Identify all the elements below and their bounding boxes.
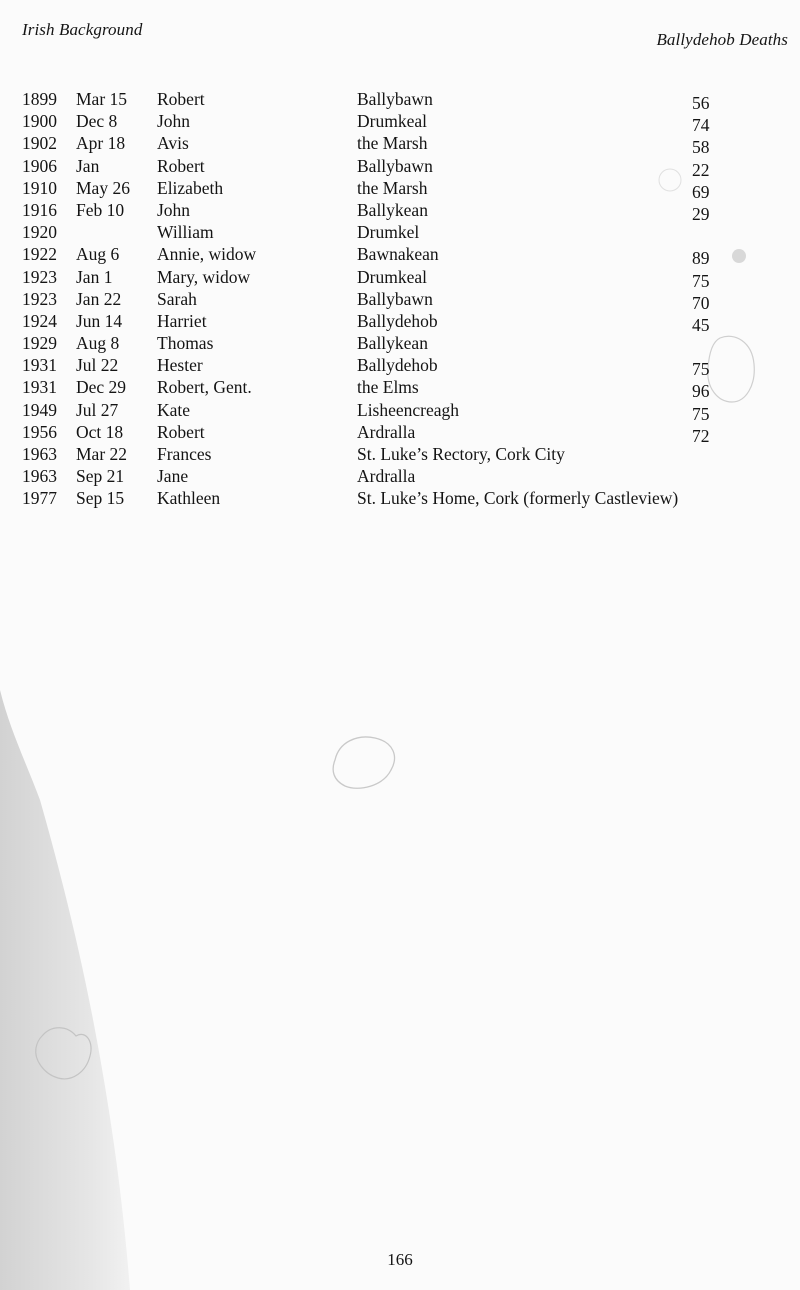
place: Drumkeal	[357, 266, 427, 287]
list-item	[0, 288, 800, 313]
list-item	[0, 354, 800, 380]
age: 45	[692, 314, 710, 335]
age: 69	[692, 181, 710, 202]
year: 1923	[22, 266, 57, 287]
date: Jan 22	[76, 288, 122, 309]
list-item	[0, 332, 800, 354]
stain-ring	[28, 1020, 98, 1090]
person-name: Kate	[157, 399, 191, 420]
date: Jul 27	[76, 399, 119, 420]
date: Dec 29	[76, 377, 127, 398]
person-name: John	[157, 111, 191, 132]
date: Jan	[76, 155, 100, 176]
place: the Marsh	[357, 177, 428, 198]
age: 72	[692, 425, 710, 446]
place: Ballybawn	[357, 89, 433, 109]
age: 89	[692, 248, 710, 269]
page-number: 166	[387, 1250, 413, 1269]
list-item	[0, 399, 800, 424]
running-header-left: Irish Background	[22, 20, 143, 39]
year: 1902	[22, 133, 57, 154]
person-name: Sarah	[157, 288, 197, 309]
date: Mar 15	[76, 89, 128, 109]
place: Ballydehob	[357, 310, 438, 331]
age: 75	[692, 270, 710, 291]
year: 1956	[22, 421, 57, 442]
list-item	[0, 155, 800, 180]
deaths-list	[0, 88, 800, 510]
age: 74	[692, 115, 710, 136]
year: 1900	[22, 111, 57, 132]
list-item	[0, 88, 800, 113]
year: 1963	[22, 466, 57, 487]
person-name: Harriet	[157, 310, 207, 331]
age: 75	[692, 403, 710, 424]
date: Jan 1	[76, 266, 113, 287]
place: Drumkeal	[357, 111, 427, 132]
date: Apr 18	[76, 133, 126, 154]
list-item	[0, 199, 800, 224]
date: Jun 14	[76, 310, 123, 331]
list-item	[0, 487, 800, 509]
year: 1924	[22, 310, 57, 331]
person-name: Jane	[157, 466, 189, 487]
place: Ballybawn	[357, 288, 433, 309]
place: Ardralla	[357, 421, 416, 442]
list-item	[0, 421, 800, 446]
person-name: Avis	[157, 133, 189, 154]
place: Ballybawn	[357, 155, 433, 176]
age: 75	[692, 359, 710, 380]
stain-ring	[325, 730, 405, 800]
place: Lisheencreagh	[357, 399, 460, 420]
list-item	[0, 310, 800, 335]
person-name: Annie, widow	[157, 244, 257, 265]
age: 70	[692, 292, 710, 313]
year: 1977	[22, 488, 57, 509]
place: Bawnakean	[357, 244, 439, 265]
person-name: Hester	[157, 355, 203, 376]
list-item	[0, 221, 800, 243]
person-name: Frances	[157, 444, 212, 464]
year: 1949	[22, 399, 57, 420]
list-item	[0, 110, 800, 136]
list-item	[0, 266, 800, 291]
age: 56	[692, 93, 710, 113]
year: 1923	[22, 288, 57, 309]
person-name: Robert	[157, 89, 205, 109]
person-name: Robert	[157, 155, 205, 176]
place: Ballydehob	[357, 355, 438, 376]
year: 1929	[22, 333, 57, 354]
running-header-right: Ballydehob Deaths	[656, 30, 788, 49]
age: 22	[692, 159, 710, 180]
list-item	[0, 177, 800, 202]
list-item	[0, 243, 800, 269]
place: Drumkel	[357, 222, 420, 243]
year: 1963	[22, 444, 57, 464]
date: Sep 21	[76, 466, 125, 487]
person-name: Robert	[157, 421, 205, 442]
place: Ardralla	[357, 466, 416, 487]
date: Sep 15	[76, 488, 125, 509]
place: St. Luke’s Rectory, Cork City	[357, 444, 565, 464]
age: 29	[692, 203, 710, 224]
person-name: William	[157, 222, 214, 243]
age: 96	[692, 381, 710, 402]
year: 1920	[22, 222, 57, 243]
date: Feb 10	[76, 199, 125, 220]
list-item	[0, 443, 800, 465]
date: Dec 8	[76, 111, 118, 132]
person-name: Thomas	[157, 333, 214, 354]
age: 58	[692, 137, 710, 158]
date: Jul 22	[76, 355, 119, 376]
place: the Elms	[357, 377, 419, 398]
year: 1922	[22, 244, 57, 265]
person-name: Robert, Gent.	[157, 377, 252, 398]
date: May 26	[76, 177, 130, 198]
list-item	[0, 465, 800, 487]
year: 1910	[22, 177, 57, 198]
place: St. Luke’s Home, Cork (formerly Castleview)	[357, 488, 679, 509]
place: the Marsh	[357, 133, 428, 154]
place: Ballykean	[357, 199, 428, 220]
list-item	[0, 132, 800, 158]
person-name: Elizabeth	[157, 177, 224, 198]
year: 1916	[22, 199, 57, 220]
person-name: John	[157, 199, 191, 220]
date: Mar 22	[76, 444, 128, 464]
person-name: Kathleen	[157, 488, 221, 509]
list-item	[0, 376, 800, 402]
year: 1931	[22, 377, 57, 398]
date: Aug 6	[76, 244, 120, 265]
date: Oct 18	[76, 421, 124, 442]
person-name: Mary, widow	[157, 266, 251, 287]
year: 1931	[22, 355, 57, 376]
date: Aug 8	[76, 333, 120, 354]
year: 1906	[22, 155, 57, 176]
place: Ballykean	[357, 333, 428, 354]
year: 1899	[22, 89, 57, 109]
